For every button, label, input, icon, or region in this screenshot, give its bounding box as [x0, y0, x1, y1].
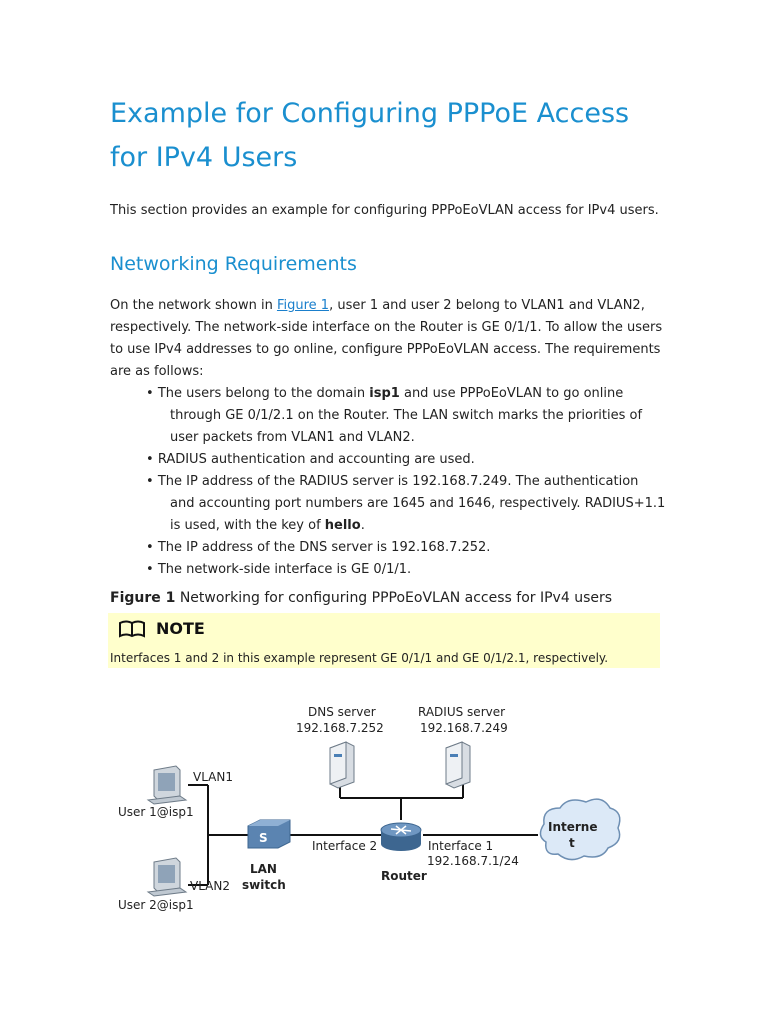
router-label: Router: [381, 869, 427, 883]
dns-server-label: DNS server: [308, 705, 376, 719]
list-item: [146, 559, 666, 581]
user2-pc-icon: [148, 858, 186, 896]
internet-label-2: t: [569, 836, 575, 850]
list-text: .: [360, 518, 365, 533]
interface2-label: Interface 2: [312, 839, 378, 853]
list-text: and use PPPoEoVLAN to go online: [399, 386, 624, 401]
list-text: The users belong to the domain: [157, 386, 370, 401]
domain-name: isp1: [369, 386, 400, 401]
vlan2-label: VLAN2: [190, 879, 230, 893]
para-text-2: , user 1 and user 2 belong to VLAN1 and VLAN2, respectively. The network-side interface on the Router is GE 0/1/1. To allow the users to use IPv4 addresses to go online, configure PPPoEoVLAN access. The requirements are as follows:: [110, 298, 663, 379]
figure-caption: [110, 590, 612, 606]
internet-label-1: Interne: [548, 820, 598, 834]
book-icon: [118, 620, 146, 638]
list-text: The IP address of the RADIUS server is 192.168.7.249. The authentication: [157, 474, 639, 489]
connection-lines: [188, 780, 538, 885]
radius-server-ip: 192.168.7.249: [420, 721, 508, 735]
note-heading: [118, 619, 205, 638]
page-title: Example for Configuring PPPoE Access for IPv4 Users: [110, 98, 630, 173]
dns-server-icon: [330, 742, 354, 788]
bullet-icon: •: [146, 540, 154, 555]
note-text: Interfaces 1 and 2 in this example represent GE 0/1/1 and GE 0/1/2.1, respectively.: [110, 651, 609, 665]
note-box: [108, 613, 660, 668]
lan-switch-label-2: switch: [242, 878, 286, 892]
lan-switch-icon: [248, 820, 290, 848]
bullet-icon: •: [146, 386, 154, 401]
lan-switch-label-1: LAN: [250, 862, 277, 876]
figure-caption-text: Networking for configuring PPPoEoVLAN access for IPv4 users: [175, 590, 613, 606]
list-text-continued: [156, 493, 666, 537]
bullet-icon: •: [146, 452, 154, 467]
router-ip: 192.168.7.1/24: [427, 854, 519, 868]
user2-label: User 2@isp1: [118, 898, 194, 912]
figure-label: Figure 1: [110, 590, 176, 606]
dns-server-ip: 192.168.7.252: [296, 721, 384, 735]
user1-pc-icon: [148, 766, 186, 804]
section-heading: Networking Requirements: [110, 253, 357, 275]
requirements-paragraph: [110, 295, 670, 383]
note-title: NOTE: [156, 619, 205, 638]
radius-server-label: RADIUS server: [418, 705, 506, 719]
list-item: [146, 537, 666, 559]
para-text-1: On the network shown in: [110, 298, 277, 313]
router-icon: [381, 823, 421, 851]
list-text: The IP address of the DNS server is 192.168.7.252.: [157, 540, 491, 555]
list-item: [146, 471, 666, 537]
list-text-continued: through GE 0/1/2.1 on the Router. The LAN switch marks the priorities of user packets from VLAN1 and VLAN2.: [170, 408, 643, 445]
list-text: RADIUS authentication and accounting are used.: [157, 452, 475, 467]
list-text: The network-side interface is GE 0/1/1.: [157, 562, 412, 577]
radius-key: hello: [324, 518, 361, 533]
list-text: and accounting port numbers are 1645 and 1646, respectively. RADIUS+1.1 is used, with the key of: [170, 496, 666, 533]
figure-1-link[interactable]: Figure 1: [276, 298, 330, 313]
user1-label: User 1@isp1: [118, 805, 194, 819]
svg-text:S: S: [259, 831, 268, 845]
bullet-icon: •: [146, 562, 154, 577]
requirements-list: [146, 383, 666, 581]
intro-text: This section provides an example for configuring PPPoEoVLAN access for IPv4 users.: [110, 203, 659, 218]
bullet-icon: •: [146, 474, 154, 489]
list-item: [146, 383, 666, 449]
list-item: [146, 449, 666, 471]
vlan1-label: VLAN1: [193, 770, 233, 784]
radius-server-icon: [446, 742, 470, 788]
interface1-label: Interface 1: [428, 839, 494, 853]
network-diagram: [108, 690, 648, 920]
